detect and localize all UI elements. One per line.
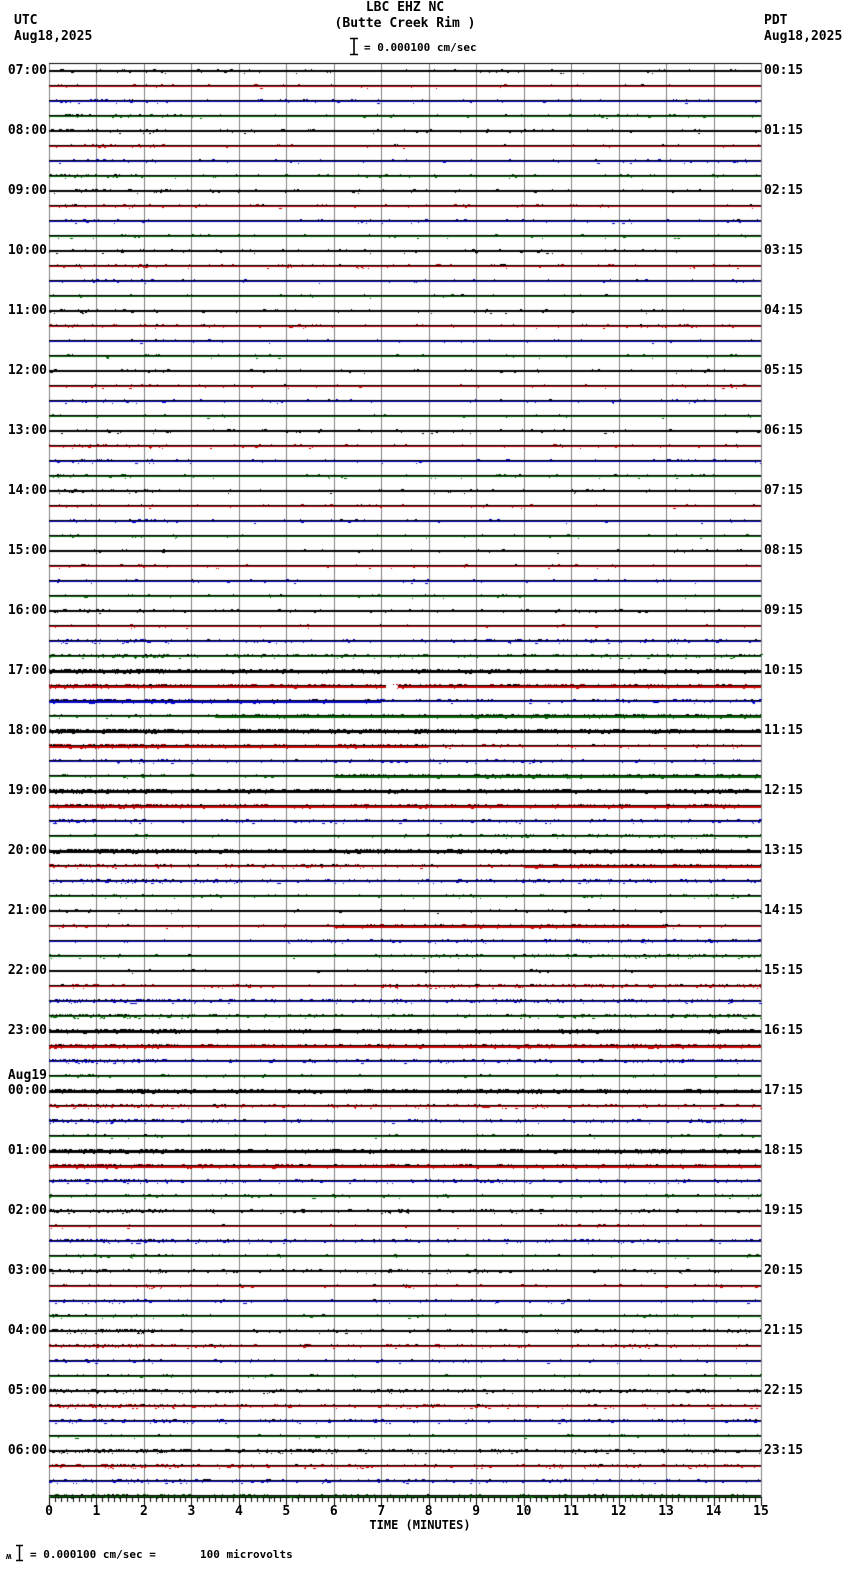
utc-hour-label: 08:00 bbox=[7, 123, 47, 138]
pdt-hour-label: 05:15 bbox=[764, 363, 804, 378]
pdt-hour-label: 08:15 bbox=[764, 543, 804, 558]
scale-bar-icon bbox=[348, 37, 360, 60]
axis-title: TIME (MINUTES) bbox=[369, 1518, 471, 1532]
axis-tick-label: 3 bbox=[187, 1504, 196, 1519]
utc-hour-label: 22:00 bbox=[7, 963, 47, 978]
pdt-hour-label: 12:15 bbox=[764, 783, 804, 798]
axis-tick-label: 15 bbox=[753, 1504, 769, 1519]
axis-tick-label: 8 bbox=[424, 1504, 433, 1519]
footer-scale-text: = 0.000100 cm/sec = bbox=[30, 1548, 156, 1561]
pdt-hour-label: 21:15 bbox=[764, 1323, 804, 1338]
pdt-hour-label: 01:15 bbox=[764, 123, 804, 138]
footer-value-text: 100 microvolts bbox=[200, 1548, 293, 1561]
timezone-right-label: PDT bbox=[764, 13, 788, 28]
pdt-hour-label: 19:15 bbox=[764, 1203, 804, 1218]
scale-text: = 0.000100 cm/sec bbox=[364, 41, 477, 54]
utc-hour-label: 07:00 bbox=[7, 63, 47, 78]
utc-hour-label: 17:00 bbox=[7, 663, 47, 678]
axis-tick-label: 9 bbox=[472, 1504, 481, 1519]
pdt-hour-label: 14:15 bbox=[764, 903, 804, 918]
axis-tick-label: 14 bbox=[705, 1504, 722, 1519]
footer-scale-bar-icon bbox=[14, 1544, 25, 1566]
pdt-hour-label: 09:15 bbox=[764, 603, 804, 618]
utc-hour-label: 23:00 bbox=[7, 1023, 47, 1038]
footer-prefix-mark: ʍ bbox=[6, 1552, 12, 1562]
pdt-hour-label: 23:15 bbox=[764, 1443, 804, 1458]
station-subtitle: (Butte Creek Rim ) bbox=[334, 16, 476, 31]
pdt-hour-label: 11:15 bbox=[764, 723, 804, 738]
pdt-hour-label: 17:15 bbox=[764, 1083, 804, 1098]
pdt-hour-label: 16:15 bbox=[764, 1023, 804, 1038]
utc-hour-label: 14:00 bbox=[7, 483, 47, 498]
pdt-hour-label: 07:15 bbox=[764, 483, 804, 498]
axis-tick-label: 7 bbox=[377, 1504, 386, 1519]
utc-hour-label: 13:00 bbox=[7, 423, 47, 438]
axis-tick-label: 6 bbox=[329, 1504, 338, 1519]
pdt-hour-label: 04:15 bbox=[764, 303, 804, 318]
pdt-hour-label: 15:15 bbox=[764, 963, 804, 978]
utc-hour-label: 05:00 bbox=[7, 1383, 47, 1398]
axis-tick-label: 5 bbox=[282, 1504, 291, 1519]
timezone-left-label: UTC bbox=[14, 13, 38, 28]
utc-hour-label: 00:00 bbox=[7, 1083, 47, 1098]
axis-tick-label: 0 bbox=[45, 1504, 53, 1519]
axis-tick-label: 4 bbox=[234, 1504, 243, 1519]
utc-hour-label: 09:00 bbox=[7, 183, 47, 198]
pdt-hour-label: 20:15 bbox=[764, 1263, 804, 1278]
pdt-hour-label: 03:15 bbox=[764, 243, 804, 258]
utc-hour-label: 03:00 bbox=[7, 1263, 47, 1278]
station-title: LBC EHZ NC bbox=[365, 0, 445, 15]
utc-hour-label: 02:00 bbox=[7, 1203, 47, 1218]
utc-hour-label: 12:00 bbox=[7, 363, 47, 378]
utc-hour-label: 10:00 bbox=[7, 243, 47, 258]
utc-hour-label: 11:00 bbox=[7, 303, 47, 318]
day-change-label: Aug19 bbox=[7, 1068, 47, 1083]
pdt-hour-label: 10:15 bbox=[764, 663, 804, 678]
utc-hour-label: 06:00 bbox=[7, 1443, 47, 1458]
pdt-hour-label: 13:15 bbox=[764, 843, 804, 858]
date-left-label: Aug18,2025 bbox=[14, 29, 93, 44]
date-right-label: Aug18,2025 bbox=[764, 29, 843, 44]
utc-hour-label: 15:00 bbox=[7, 543, 47, 558]
axis-tick-label: 13 bbox=[658, 1504, 674, 1519]
utc-hour-label: 01:00 bbox=[7, 1143, 47, 1158]
utc-hour-label: 16:00 bbox=[7, 603, 47, 618]
pdt-hour-label: 00:15 bbox=[764, 63, 804, 78]
pdt-hour-label: 22:15 bbox=[764, 1383, 804, 1398]
pdt-hour-label: 18:15 bbox=[764, 1143, 804, 1158]
utc-hour-label: 20:00 bbox=[7, 843, 47, 858]
utc-hour-label: 19:00 bbox=[7, 783, 47, 798]
pdt-hour-label: 06:15 bbox=[764, 423, 804, 438]
axis-tick-label: 1 bbox=[92, 1504, 101, 1519]
axis-tick-label: 10 bbox=[515, 1504, 532, 1519]
axis-tick-label: 11 bbox=[563, 1504, 579, 1519]
axis-tick-label: 2 bbox=[140, 1504, 148, 1519]
utc-hour-label: 04:00 bbox=[7, 1323, 47, 1338]
pdt-hour-label: 02:15 bbox=[764, 183, 804, 198]
utc-hour-label: 18:00 bbox=[7, 723, 47, 738]
utc-hour-label: 21:00 bbox=[7, 903, 47, 918]
axis-tick-label: 12 bbox=[610, 1504, 627, 1519]
